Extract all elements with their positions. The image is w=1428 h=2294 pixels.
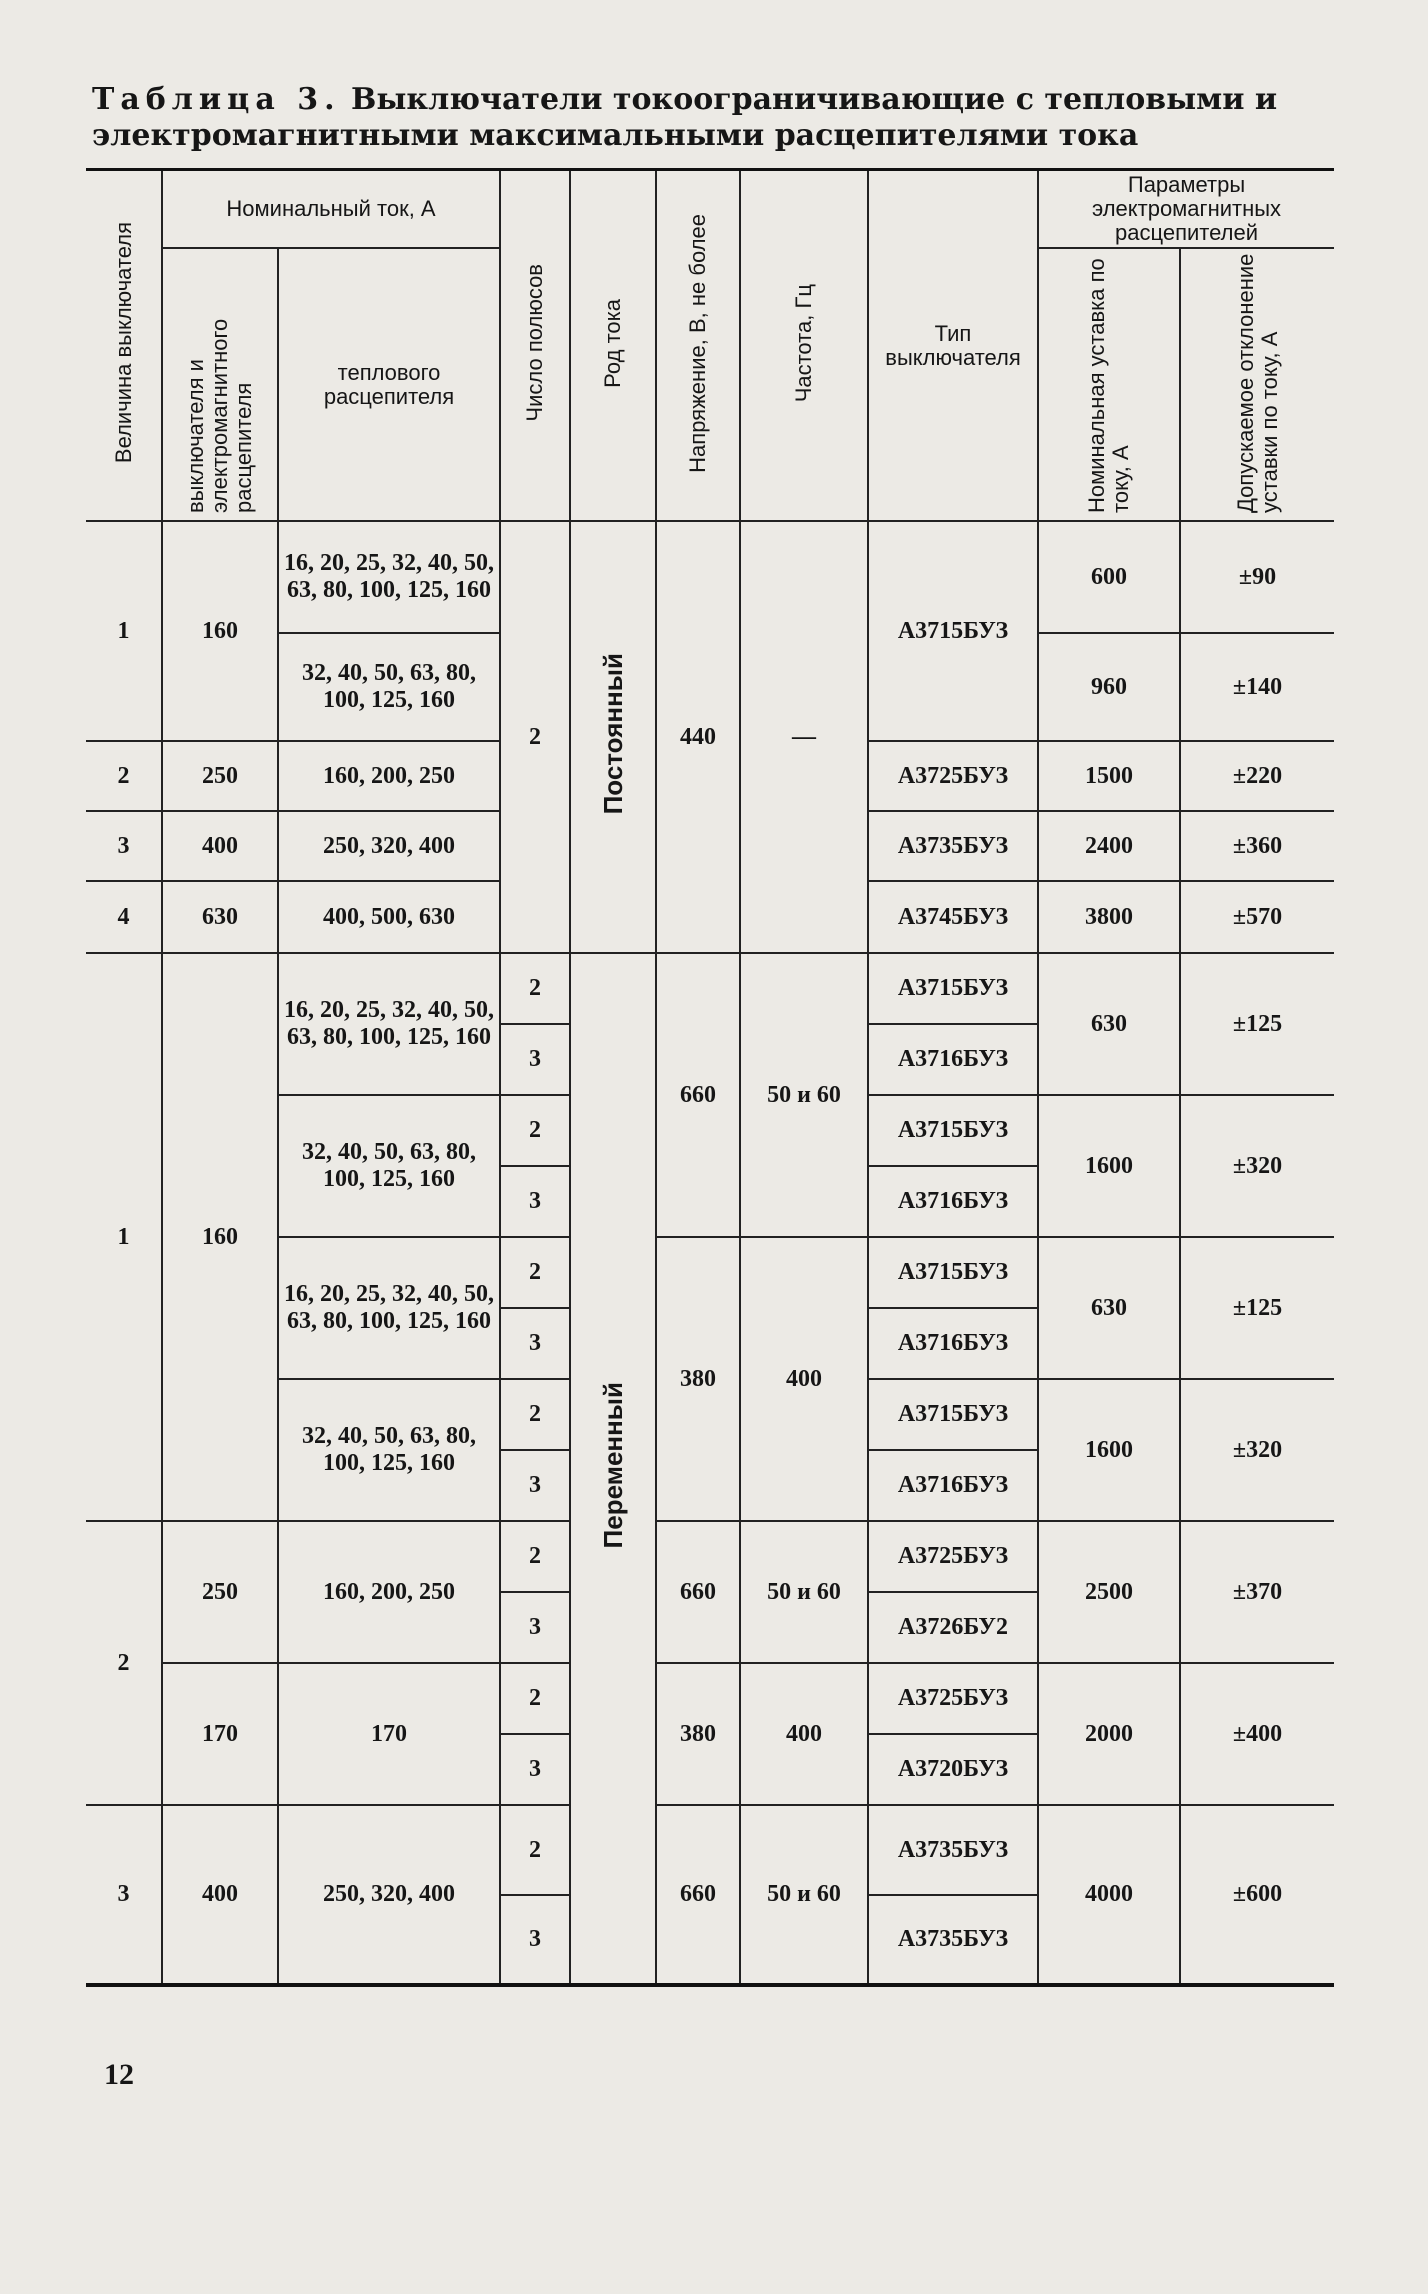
col-size-header (86, 170, 162, 522)
table-cell: 1 (86, 953, 162, 1521)
col-deviation-header (1180, 248, 1334, 521)
dc-kind-cell (570, 521, 656, 953)
table-cell: 3 (500, 1450, 570, 1521)
table-cell: 400 (162, 811, 278, 881)
table-cell: А3715БУЗ (868, 521, 1038, 741)
table-cell: 2 (500, 1521, 570, 1592)
table-cell: ±90 (1180, 521, 1334, 633)
table-cell: ±140 (1180, 633, 1334, 741)
table-cell: 630 (1038, 1237, 1180, 1379)
table-cell: А3726БУ2 (868, 1592, 1038, 1663)
table-cell: 630 (1038, 953, 1180, 1095)
table-cell: 1500 (1038, 741, 1180, 811)
table-cell: 2 (500, 1805, 570, 1895)
vertical-label: Допускаемое отклонение уставки по току, А (1232, 253, 1282, 513)
table-cell: 400 (740, 1663, 868, 1805)
table-cell: А3735БУЗ (868, 1895, 1038, 1985)
table-cell: 3800 (1038, 881, 1180, 953)
col-nom-switch-header (162, 248, 278, 521)
col-nom-thermal-header: теплового расцепителя (278, 248, 500, 521)
table-cell: ±320 (1180, 1095, 1334, 1237)
breakers-table (86, 168, 1334, 1987)
table-cell: 960 (1038, 633, 1180, 741)
table-cell: 160 (162, 521, 278, 741)
vertical-label: Число полюсов (522, 264, 548, 422)
table-cell: 250, 320, 400 (278, 1805, 500, 1985)
table-cell: 4000 (1038, 1805, 1180, 1985)
table-cell: ±125 (1180, 953, 1334, 1095)
table-cell: ±220 (1180, 741, 1334, 811)
table-cell: 50 и 60 (740, 1805, 868, 1985)
vertical-label: Род тока (600, 298, 626, 388)
table-cell: 3 (500, 1166, 570, 1237)
table-cell: 160 (162, 953, 278, 1521)
table-cell: А3725БУЗ (868, 741, 1038, 811)
table-cell: 1600 (1038, 1095, 1180, 1237)
table-cell: 2 (500, 1379, 570, 1450)
table-cell: А3715БУЗ (868, 953, 1038, 1024)
table-caption (92, 82, 1332, 154)
table-cell: 3 (86, 1805, 162, 1985)
table-cell: А3745БУЗ (868, 881, 1038, 953)
vertical-label: Напряжение, В, не более (685, 213, 711, 473)
table-cell: ±125 (1180, 1237, 1334, 1379)
table-cell: 380 (656, 1237, 740, 1521)
table-cell: 2 (500, 953, 570, 1024)
table-cell: А3735БУЗ (868, 811, 1038, 881)
table-cell: 400 (162, 1805, 278, 1985)
table-cell: 160, 200, 250 (278, 1521, 500, 1663)
table-cell: 3 (500, 1024, 570, 1095)
vertical-label: Частота, Гц (791, 283, 817, 403)
table-cell: А3720БУЗ (868, 1734, 1038, 1805)
table-cell: 16, 20, 25, 32, 40, 50, 63, 80, 100, 125, 160 (278, 1237, 500, 1379)
page-number: 12 (104, 2058, 134, 2091)
table-cell: 440 (656, 521, 740, 953)
table-cell: 600 (1038, 521, 1180, 633)
table-cell: А3715БУЗ (868, 1379, 1038, 1450)
table-cell: 2 (500, 1237, 570, 1308)
ac-kind-cell (570, 953, 656, 1985)
col-frequency-header (740, 170, 868, 522)
table-cell: А3725БУЗ (868, 1521, 1038, 1592)
col-em-header: Параметры электромагнитных расцепителей (1038, 170, 1334, 249)
table-cell: А3716БУЗ (868, 1450, 1038, 1521)
table-cell: А3716БУЗ (868, 1166, 1038, 1237)
table-cell: 3 (500, 1592, 570, 1663)
table-cell: 400, 500, 630 (278, 881, 500, 953)
header-row-1 (86, 170, 1334, 249)
table-cell: 4 (86, 881, 162, 953)
table-cell: 380 (656, 1663, 740, 1805)
table-row (86, 521, 1334, 633)
table-cell: 170 (278, 1663, 500, 1805)
vertical-label: Величина выключателя (110, 222, 136, 464)
table-cell: А3716БУЗ (868, 1024, 1038, 1095)
table-cell: А3716БУЗ (868, 1308, 1038, 1379)
table-cell: 660 (656, 953, 740, 1237)
table-cell: 2000 (1038, 1663, 1180, 1805)
table-cell: ±400 (1180, 1663, 1334, 1805)
table-cell: 2 (500, 1095, 570, 1166)
caption-label: Таблица 3. (92, 82, 341, 117)
table-row (86, 1521, 1334, 1592)
table-cell: 2400 (1038, 811, 1180, 881)
table-cell: ±370 (1180, 1521, 1334, 1663)
table-row (86, 1805, 1334, 1895)
col-poles-header (500, 170, 570, 522)
table-cell: 3 (500, 1734, 570, 1805)
table-cell: 250, 320, 400 (278, 811, 500, 881)
table-cell: 400 (740, 1237, 868, 1521)
table-cell: 250 (162, 741, 278, 811)
col-setting-header (1038, 248, 1180, 521)
table-cell: 50 и 60 (740, 953, 868, 1237)
table-row (86, 1663, 1334, 1734)
table-cell: ±320 (1180, 1379, 1334, 1521)
caption-text: Выключатели токоограничивающие с тепловыми и электромагнитными максимальными расцепителями тока (92, 82, 1278, 153)
table-cell: 50 и 60 (740, 1521, 868, 1663)
table-cell: 250 (162, 1521, 278, 1663)
table-cell: 3 (500, 1308, 570, 1379)
table-cell: А3725БУЗ (868, 1663, 1038, 1734)
table-cell: ±360 (1180, 811, 1334, 881)
table-cell: — (740, 521, 868, 953)
table-cell: 16, 20, 25, 32, 40, 50, 63, 80, 100, 125, 160 (278, 953, 500, 1095)
table-cell: 32, 40, 50, 63, 80, 100, 125, 160 (278, 1095, 500, 1237)
table-cell: 1 (86, 521, 162, 741)
vertical-label: Переменный (597, 1381, 628, 1549)
table-cell: 2500 (1038, 1521, 1180, 1663)
vertical-label: Номинальная уставка по току, А (1084, 258, 1134, 513)
table-cell: 660 (656, 1521, 740, 1663)
col-kind-header (570, 170, 656, 522)
table-cell: 32, 40, 50, 63, 80, 100, 125, 160 (278, 633, 500, 741)
table-cell: 170 (162, 1663, 278, 1805)
table-cell: А3715БУЗ (868, 1237, 1038, 1308)
table-cell: 2 (86, 1521, 162, 1805)
table-row (86, 953, 1334, 1024)
table-cell: 2 (86, 741, 162, 811)
table-cell: 630 (162, 881, 278, 953)
table-cell: 3 (500, 1895, 570, 1985)
col-nominal-header: Номинальный ток, А (162, 170, 500, 249)
table-cell: 3 (86, 811, 162, 881)
table-cell: 160, 200, 250 (278, 741, 500, 811)
table-cell: 2 (500, 521, 570, 953)
table-cell: ±570 (1180, 881, 1334, 953)
col-voltage-header (656, 170, 740, 522)
table-cell: 16, 20, 25, 32, 40, 50, 63, 80, 100, 125, 160 (278, 521, 500, 633)
table-cell: 2 (500, 1663, 570, 1734)
table-cell: 32, 40, 50, 63, 80, 100, 125, 160 (278, 1379, 500, 1521)
table-cell: ±600 (1180, 1805, 1334, 1985)
vertical-label: Постоянный (597, 652, 628, 815)
table-cell: 660 (656, 1805, 740, 1985)
table-cell: А3735БУЗ (868, 1805, 1038, 1895)
vertical-label: выключателя и электромагнитного расцепителя (183, 318, 256, 513)
col-type-header: Тип выключателя (868, 170, 1038, 522)
table-cell: 1600 (1038, 1379, 1180, 1521)
table-cell: А3715БУЗ (868, 1095, 1038, 1166)
